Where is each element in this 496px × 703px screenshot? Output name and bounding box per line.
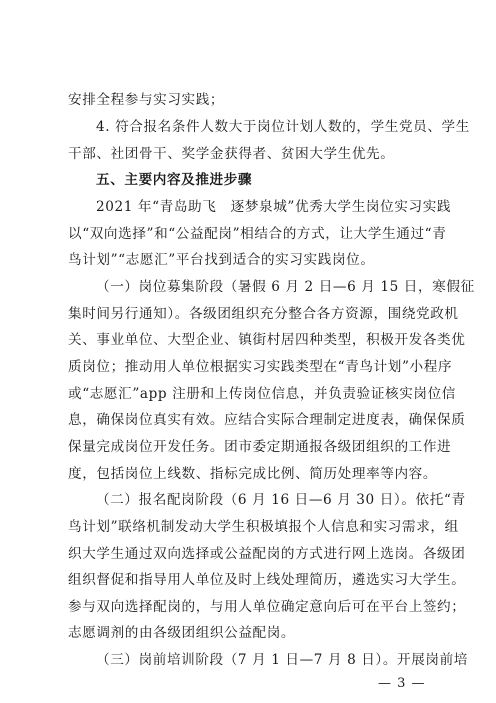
text-line-16: （二）报名配岗阶段（6 月 16 日—6 月 30 日）。依托“青: [96, 492, 466, 508]
text-line-22: （三）岗前培训阶段（7 月 1 日—7 月 8 日）。开展岗前培: [96, 652, 468, 668]
text-line-17: 鸟计划”联络机制发动大学生积极填报个人信息和实习需求，组: [68, 519, 459, 535]
text-line-14: 保量完成岗位开发任务。团市委定期通报各级团组织的工作进: [68, 439, 452, 455]
section-heading: 五、主要内容及推进步骤: [96, 172, 253, 188]
text-line-8: （一）岗位募集阶段（暑假 6 月 2 日—6 月 15 日，寒假征: [96, 279, 475, 295]
text-line-20: 参与双向选择配岗的，与用人单位确定意向后可在平台上签约；: [68, 599, 466, 615]
text-line-5: 2021 年“青岛助飞 逐梦泉城”优秀大学生岗位实习实践: [96, 199, 452, 215]
text-line-2: 4. 符合报名条件人数大于岗位计划人数的，学生党员、学生: [96, 119, 470, 135]
text-line-7: 鸟计划”“志愿汇”平台找到适合的实习实践岗位。: [68, 252, 375, 268]
text-line-3: 干部、社团骨干、奖学金获得者、贫困大学生优先。: [68, 146, 395, 162]
text-line-1: 安排全程参与实习实践；: [68, 92, 225, 108]
text-line-15: 度，包括岗位上线数、指标完成比例、简历处理率等内容。: [68, 466, 438, 482]
text-line-11: 质岗位；推动用人单位根据实习实践类型在“青鸟计划”小程序: [68, 359, 453, 375]
text-line-13: 息，确保岗位真实有效。应结合实际合理制定进度表，确保保质: [68, 412, 466, 428]
text-line-6: 以“双向选择”和“公益配岗”相结合的方式，让大学生通过“青: [68, 226, 447, 242]
text-line-19: 组织督促和指导用人单位及时上线处理简历，遴选实习大学生。: [68, 572, 466, 588]
text-line-9: 集时间另行通知）。各级团组织充分整合各方资源，围绕党政机: [68, 306, 459, 322]
text-line-18: 织大学生通过双向选择或公益配岗的方式进行网上选岗。各级团: [68, 546, 466, 562]
page-number: — 3 —: [378, 676, 426, 691]
text-line-12: 或“志愿汇”app 注册和上传岗位信息，并负责验证核实岗位信: [68, 386, 456, 402]
text-line-21: 志愿调剂的由各级团组织公益配岗。: [68, 625, 296, 641]
text-line-10: 关、事业单位、大型企业、镇街村居四种类型，积极开发各类优: [68, 332, 466, 348]
